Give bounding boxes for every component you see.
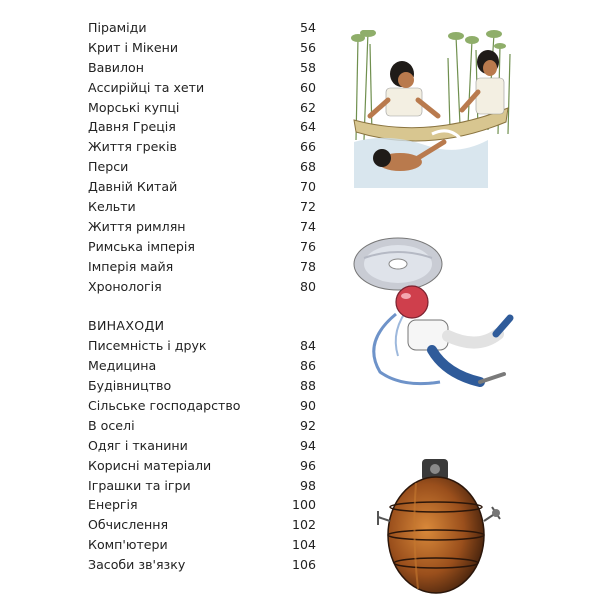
egyptian-figure-left — [370, 61, 438, 116]
table-of-contents — [88, 18, 316, 575]
toc-entry-title: Кельти — [88, 199, 136, 215]
toc-entry-title: Крит і Мікени — [88, 39, 179, 55]
toc-entry-title: Медицина — [88, 358, 157, 374]
toc-entry — [88, 38, 316, 58]
toc-entry-page: 88 — [299, 378, 316, 394]
toc-entry-title: Життя римлян — [88, 218, 186, 234]
toc-entry-page: 54 — [299, 20, 316, 35]
toc-entry-title: Ассирійці та хети — [88, 79, 205, 95]
toc-entry — [88, 535, 316, 555]
toc-entry-page: 100 — [291, 497, 316, 513]
toc-entry — [88, 98, 316, 118]
toc-entry-page: 84 — [299, 338, 316, 354]
toc-entry — [88, 157, 316, 177]
toc-entry-title: Піраміди — [88, 20, 147, 35]
diver-compact-disc-illustration — [350, 232, 530, 422]
toc-entry — [88, 495, 316, 515]
toc-entry-title: Іграшки та ігри — [88, 477, 191, 493]
toc-entry-page: 90 — [299, 398, 316, 414]
toc-entry-page: 68 — [299, 159, 316, 175]
egyptian-figure-right — [462, 50, 504, 114]
toc-entry-title: В оселі — [88, 417, 135, 433]
toc-entry-title: Римська імперія — [88, 238, 196, 254]
toc-entry-page: 66 — [299, 139, 316, 155]
toc-entry-title: Давня Греція — [88, 119, 176, 135]
toc-entry — [88, 197, 316, 217]
toc-entry — [88, 376, 316, 396]
bathysphere-hull — [378, 459, 500, 593]
toc-entry — [88, 476, 316, 496]
compact-disc — [354, 238, 442, 290]
toc-entry — [88, 217, 316, 237]
toc-entry — [88, 436, 316, 456]
toc-entry-page: 70 — [299, 179, 316, 195]
toc-entry-title: Корисні матеріали — [88, 457, 212, 473]
toc-entry-page: 74 — [299, 218, 316, 234]
toc-entry-page: 102 — [291, 517, 316, 533]
toc-entry — [88, 515, 316, 535]
toc-entry-page: 78 — [299, 258, 316, 274]
diver-figure — [374, 286, 510, 384]
toc-entry-page: 86 — [299, 358, 316, 374]
toc-entry-page: 98 — [299, 477, 316, 493]
toc-entry-title: Писемність і друк — [88, 338, 207, 354]
toc-entry-title: Сільське господарство — [88, 398, 241, 414]
toc-entry-page: 58 — [299, 59, 316, 75]
toc-entry — [88, 277, 316, 297]
toc-entry-page: 92 — [299, 417, 316, 433]
toc-entry — [88, 237, 316, 257]
toc-entry-title: Життя греків — [88, 139, 177, 155]
toc-entry-title: Одяг і тканини — [88, 437, 188, 453]
toc-entry — [88, 137, 316, 157]
toc-entry — [88, 58, 316, 78]
bathysphere-illustration — [372, 455, 502, 600]
toc-entry-title: Перси — [88, 159, 129, 175]
toc-entry — [88, 18, 316, 38]
toc-entry-page: 104 — [291, 537, 316, 553]
toc-entry-page: 72 — [299, 199, 316, 215]
toc-entry — [88, 555, 316, 575]
toc-entry-page: 94 — [299, 437, 316, 453]
toc-entry — [88, 396, 316, 416]
toc-entry — [88, 117, 316, 137]
toc-entry — [88, 356, 316, 376]
toc-entry-page: 64 — [299, 119, 316, 135]
toc-entry — [88, 456, 316, 476]
toc-entry-title: Імперія майя — [88, 258, 174, 274]
toc-entry — [88, 257, 316, 277]
toc-entry-title: Будівництво — [88, 378, 172, 394]
toc-entry-title: Давній Китай — [88, 179, 178, 195]
egypt-papyrus-boat-illustration — [348, 30, 516, 188]
toc-entry-title: Комп'ютери — [88, 537, 168, 553]
toc-entry-page: 56 — [299, 39, 316, 55]
toc-entry-title: Засоби зв'язку — [88, 557, 186, 573]
toc-entry-page: 106 — [291, 557, 316, 573]
toc-entry — [88, 416, 316, 436]
toc-entry-title: Енергія — [88, 497, 138, 513]
section-heading-text: ВИНАХОДИ — [88, 318, 165, 334]
toc-entry — [88, 177, 316, 197]
toc-entry-page: 80 — [299, 278, 316, 294]
toc-entry-title: Вавилон — [88, 59, 144, 75]
toc-entry — [88, 336, 316, 356]
toc-entry-title: Хронологія — [88, 278, 162, 294]
toc-entry-page: 76 — [299, 238, 316, 254]
toc-entry-title: Обчислення — [88, 517, 169, 533]
toc-entry — [88, 78, 316, 98]
toc-entry-page: 60 — [299, 79, 316, 95]
toc-entry-page: 62 — [299, 99, 316, 115]
section-heading — [88, 316, 316, 336]
toc-entry-title: Морські купці — [88, 99, 180, 115]
toc-entry-page: 96 — [299, 457, 316, 473]
